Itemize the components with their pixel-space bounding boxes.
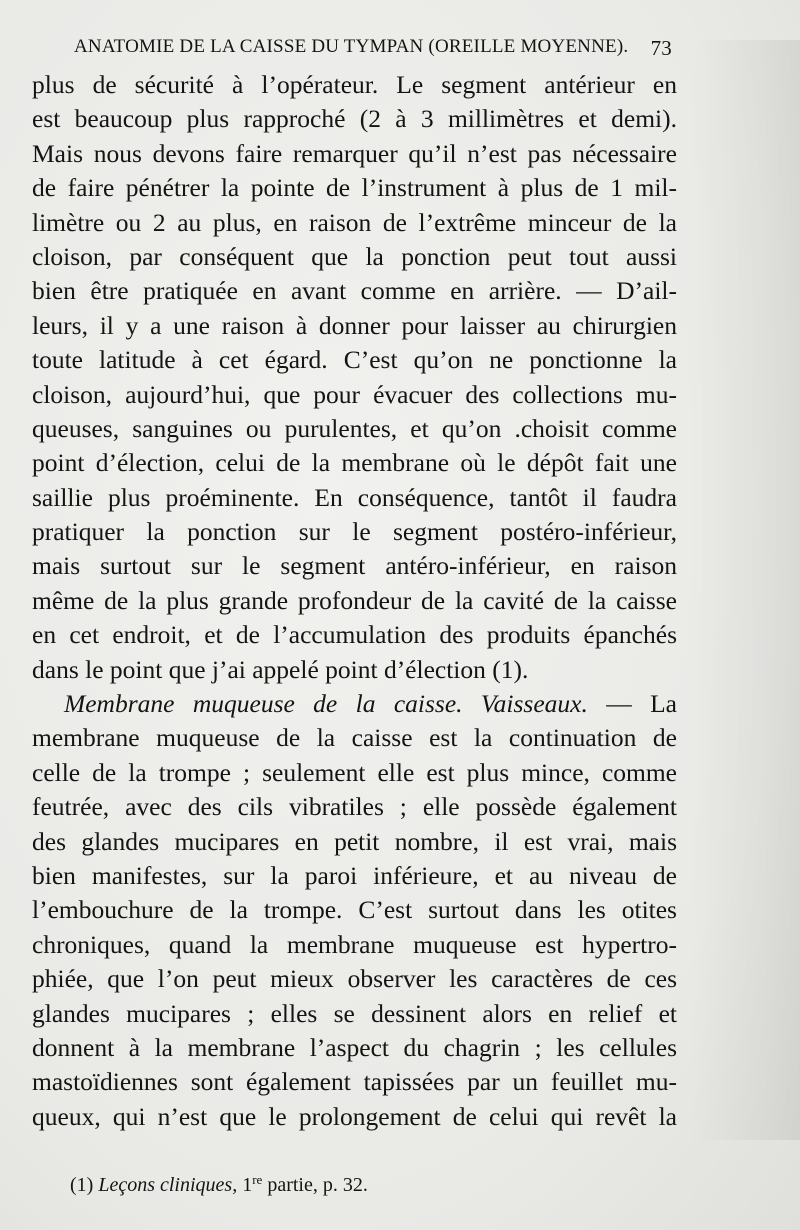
text-line: leurs, il y a une raison à donner pour laisser au chirurgien bbox=[32, 310, 677, 340]
section-heading: Membrane muqueuse de la caisse. Vaisseaux. bbox=[64, 689, 588, 719]
text-line: l’embouchure de la trompe. C’est surtout dans les otites bbox=[32, 895, 677, 925]
main-text bbox=[32, 68, 677, 1134]
text-line: plus de sécurité à l’opérateur. Le segment antérieur en bbox=[32, 70, 677, 99]
text-line: donnent à la membrane l’aspect du chagrin ; les cellules bbox=[32, 1032, 677, 1062]
running-title: ANATOMIE DE LA CAISSE DU TYMPAN (OREILLE MOYENNE). bbox=[74, 36, 629, 57]
text-line: membrane muqueuse de la caisse est la continuation de bbox=[32, 723, 677, 753]
paragraph-end-line: dans le point que j’ai appelé point d’élection (1). bbox=[32, 654, 529, 684]
footnote-part-number: 1 bbox=[242, 1174, 253, 1196]
text-line: point d’élection, celui de la membrane où le dépôt fait une bbox=[32, 448, 677, 478]
text-line: glandes mucipares ; elles se dessinent alors en relief et bbox=[32, 998, 677, 1028]
page-shadow bbox=[690, 40, 800, 1140]
text-line: des glandes mucipares en petit nombre, il est vrai, mais bbox=[32, 826, 677, 856]
footnote-work-title: Leçons cliniques, bbox=[98, 1174, 238, 1196]
text-line: même de la plus grande profondeur de la cavité de la caisse bbox=[32, 585, 677, 615]
text-line: mais surtout sur le segment antéro-inférieur, en raison bbox=[32, 551, 677, 581]
text-line: bien être pratiquée en avant comme en arrière. — D’ail- bbox=[32, 276, 677, 306]
text-line: de faire pénétrer la pointe de l’instrument à plus de 1 mil- bbox=[32, 173, 677, 203]
footnote-marker: (1) bbox=[70, 1174, 94, 1196]
text-line: est beaucoup plus rapproché (2 à 3 millimètres et demi). bbox=[32, 104, 677, 134]
text-line: chroniques, quand la membrane muqueuse est hypertro- bbox=[32, 929, 677, 959]
footnote-part-rest: partie, p. 32. bbox=[267, 1174, 368, 1196]
footnote-part-superscript: re bbox=[252, 1172, 263, 1187]
text-line: bien manifestes, sur la paroi inférieure, et au niveau de bbox=[32, 860, 677, 890]
section-heading-line bbox=[32, 687, 677, 721]
text-line: Mais nous devons faire remarquer qu’il n’est pas nécessaire bbox=[32, 138, 677, 168]
text-line: queuses, sanguines ou purulentes, et qu’on .choisit comme bbox=[32, 413, 677, 443]
text-line: queux, qui n’est que le prolongement de celui qui revêt la bbox=[32, 1101, 677, 1131]
section-heading-tail: — La bbox=[606, 689, 677, 719]
running-header bbox=[62, 36, 672, 66]
text-line: en cet endroit, et de l’accumulation des produits épanchés bbox=[32, 620, 677, 650]
text-line: limètre ou 2 au plus, en raison de l’extrême minceur de la bbox=[32, 207, 677, 237]
text-line: celle de la trompe ; seulement elle est plus mince, comme bbox=[32, 757, 677, 787]
text-line: toute latitude à cet égard. C’est qu’on ne ponctionne la bbox=[32, 345, 677, 375]
text-line: saillie plus proéminente. En conséquence, tantôt il faudra bbox=[32, 482, 677, 512]
page-number: 73 bbox=[650, 36, 672, 60]
text-line: cloison, par conséquent que la ponction peut tout aussi bbox=[32, 241, 677, 271]
text-line: feutrée, avec des cils vibratiles ; elle possède également bbox=[32, 792, 677, 822]
text-line: pratiquer la ponction sur le segment postéro-inférieur, bbox=[32, 517, 677, 547]
text-line: mastoïdiennes sont également tapissées par un feuillet mu- bbox=[32, 1067, 677, 1097]
text-line: phiée, que l’on peut mieux observer les caractères de ces bbox=[32, 964, 677, 994]
text-line: cloison, aujourd’hui, que pour évacuer des collections mu- bbox=[32, 379, 677, 409]
footnote bbox=[70, 1172, 368, 1197]
